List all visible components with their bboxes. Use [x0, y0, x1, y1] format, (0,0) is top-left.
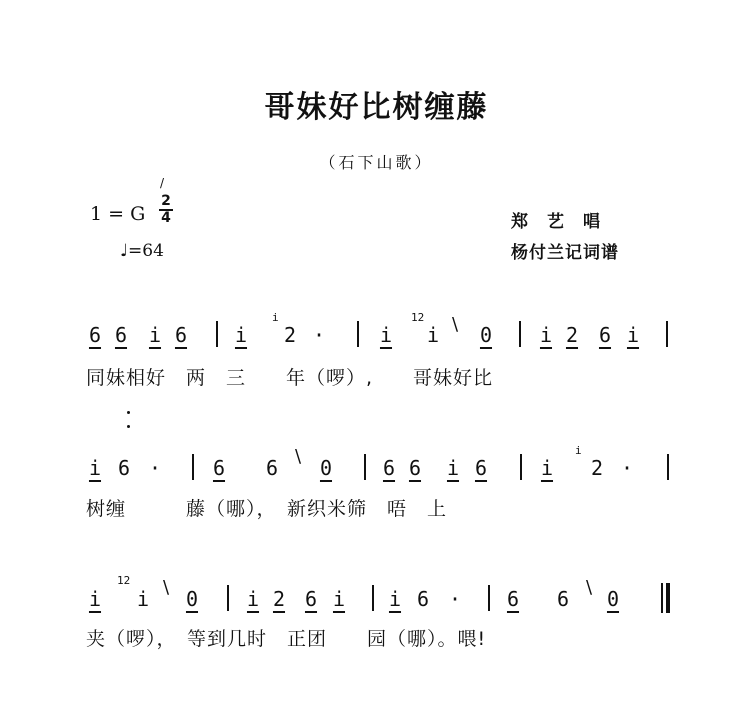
grace-note: i — [272, 311, 279, 324]
meter-denominator: 4 — [161, 209, 171, 226]
accent-mark: / — [160, 176, 165, 190]
note: 0 — [606, 587, 620, 611]
note: 6 — [598, 323, 612, 347]
barline — [520, 454, 522, 480]
slide-mark: \ — [452, 314, 459, 335]
octave-dot — [127, 411, 130, 414]
note: i — [540, 456, 554, 480]
note: i — [446, 456, 460, 480]
barline — [372, 585, 374, 611]
lyrics-line-1: 同妹相好 两 三 年（啰）, 哥妹好比 — [86, 367, 494, 389]
note-dot: · — [148, 456, 162, 480]
note-dot: · — [620, 456, 634, 480]
note: 6 — [174, 323, 188, 347]
slide-mark: \ — [295, 446, 302, 467]
barline — [192, 454, 194, 480]
singer-credit: 郑 艺 唱 — [511, 212, 601, 232]
note: 6 — [265, 456, 279, 480]
grace-note: 12 — [411, 311, 425, 324]
note: 6 — [416, 587, 430, 611]
note: i — [88, 587, 102, 611]
note: 0 — [185, 587, 199, 611]
note: i — [88, 456, 102, 480]
collector-credit: 杨付兰记词谱 — [511, 243, 619, 263]
note: 6 — [382, 456, 396, 480]
note: 6 — [117, 456, 131, 480]
lyrics-line-2: 树缠 藤（哪）， 新织米筛 唔 上 — [86, 498, 448, 520]
barline — [519, 321, 521, 347]
note: i — [388, 587, 402, 611]
note: 6 — [474, 456, 488, 480]
meter-numerator: 2 — [161, 193, 171, 209]
barline — [216, 321, 218, 347]
note: 6 — [506, 587, 520, 611]
barline — [364, 454, 366, 480]
note-dot: · — [312, 323, 326, 347]
note: 6 — [114, 323, 128, 347]
note: i — [539, 323, 553, 347]
barline — [488, 585, 490, 611]
note: 6 — [408, 456, 422, 480]
note: i — [148, 323, 162, 347]
note-dot: · — [448, 587, 462, 611]
note: i — [234, 323, 248, 347]
note: 6 — [556, 587, 570, 611]
note: 2 — [283, 323, 297, 347]
time-signature — [158, 194, 174, 226]
score-title: 哥妹好比树缠藤 — [264, 90, 489, 125]
note: i — [136, 587, 150, 611]
note: i — [626, 323, 640, 347]
lyrics-line-3: 夹（啰）， 等到几时 正团 园（哪）。喂! — [86, 628, 487, 650]
note: 6 — [212, 456, 226, 480]
note: 2 — [272, 587, 286, 611]
note: i — [246, 587, 260, 611]
grace-note: i — [575, 444, 582, 457]
barline — [666, 321, 668, 347]
note: 0 — [319, 456, 333, 480]
note: 2 — [590, 456, 604, 480]
key-signature: 1 = G — [90, 203, 146, 225]
note: 2 — [565, 323, 579, 347]
tempo-marking: ♩=64 — [120, 241, 164, 261]
note: 0 — [479, 323, 493, 347]
slide-mark: \ — [163, 577, 170, 598]
score-subtitle: （石下山歌） — [319, 153, 434, 172]
barline — [357, 321, 359, 347]
barline — [227, 585, 229, 611]
octave-dot — [127, 425, 130, 428]
final-barline-thin — [661, 583, 663, 613]
note: i — [332, 587, 346, 611]
note: 6 — [304, 587, 318, 611]
note: i — [379, 323, 393, 347]
note: 6 — [88, 323, 102, 347]
slide-mark: \ — [586, 577, 593, 598]
grace-note: 12 — [117, 574, 131, 587]
final-barline-thick — [666, 583, 670, 613]
barline — [667, 454, 669, 480]
note: i — [426, 323, 440, 347]
